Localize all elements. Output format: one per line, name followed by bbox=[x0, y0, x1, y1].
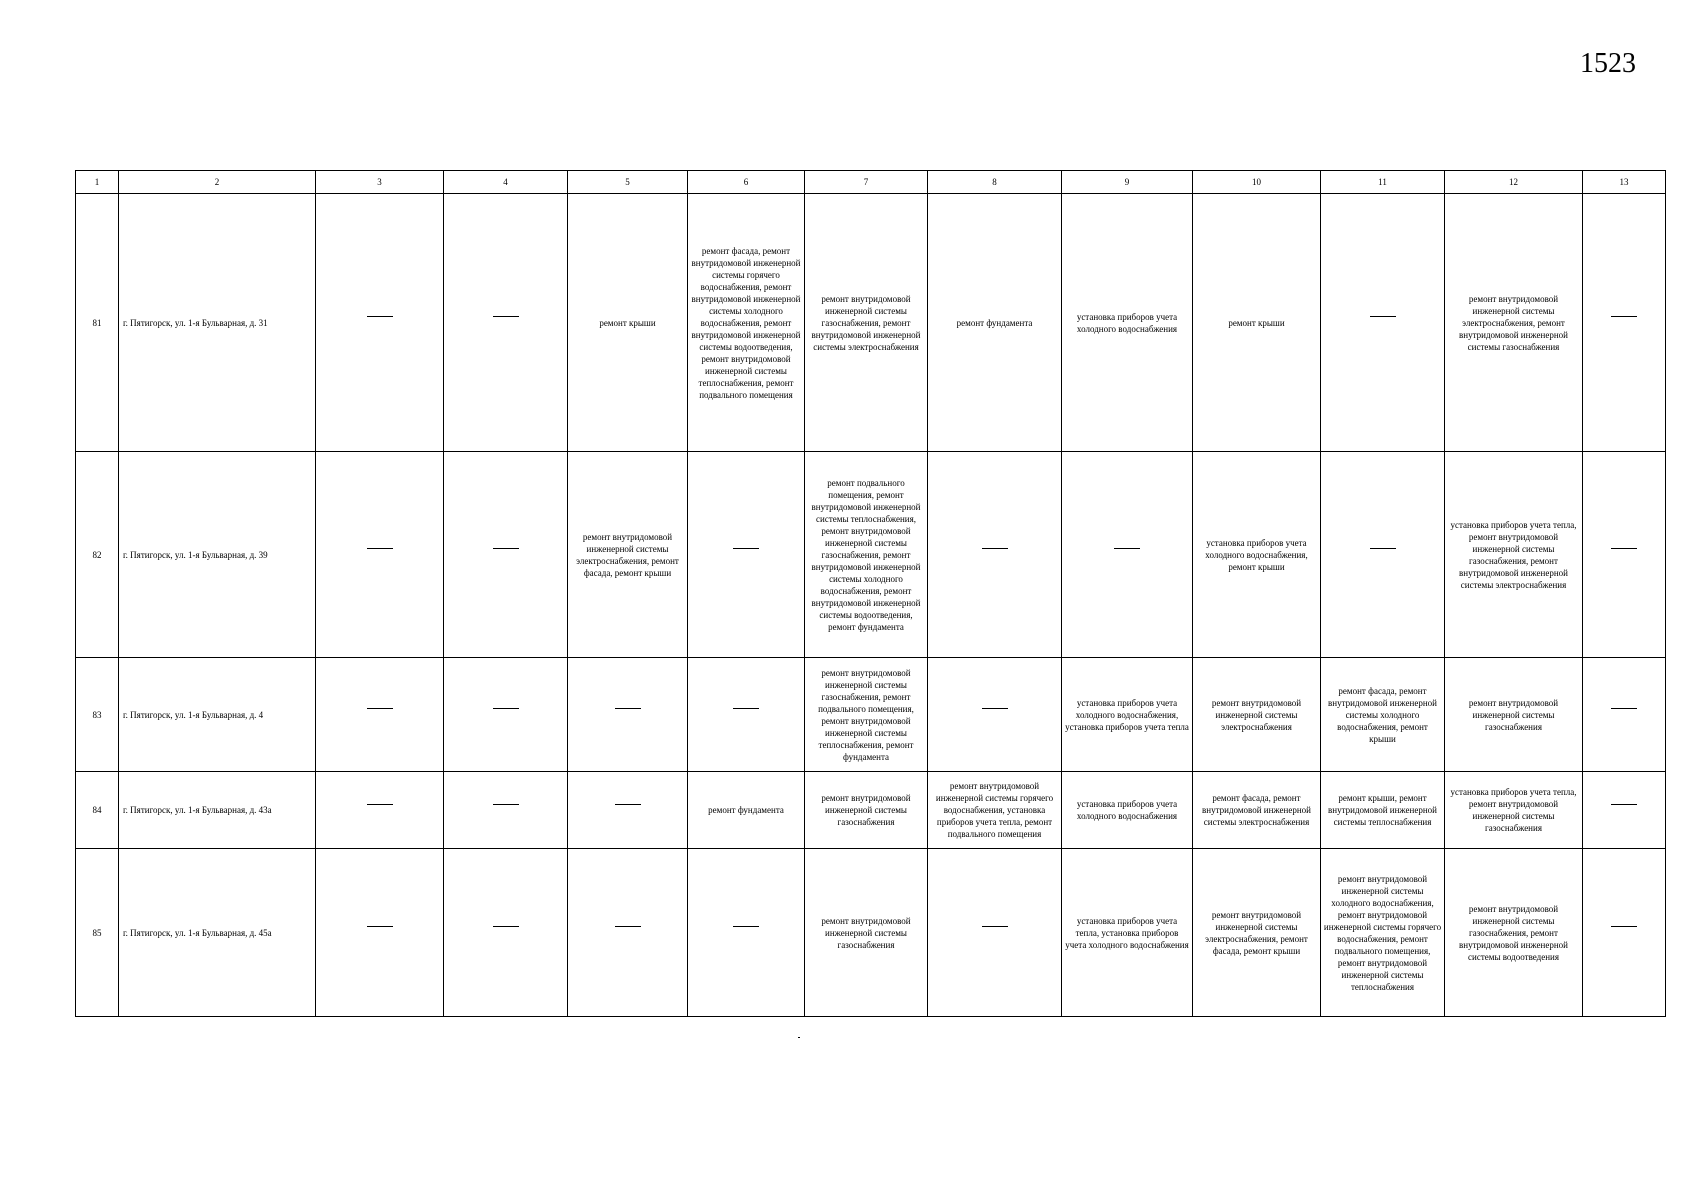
empty-dash-cell bbox=[316, 849, 444, 1017]
dash-mark bbox=[1370, 316, 1396, 329]
address-cell: г. Пятигорск, ул. 1-я Бульварная, д. 45а bbox=[119, 849, 316, 1017]
column-number-cell: 1 bbox=[76, 171, 119, 194]
work-description-cell: ремонт крыши, ремонт внутридомовой инженерной системы теплоснабжения bbox=[1321, 772, 1445, 849]
dash-mark bbox=[367, 804, 393, 817]
dash-mark bbox=[733, 548, 759, 561]
column-number-cell: 8 bbox=[928, 171, 1062, 194]
empty-dash-cell bbox=[316, 658, 444, 772]
empty-dash-cell bbox=[316, 772, 444, 849]
empty-dash-cell bbox=[568, 849, 688, 1017]
empty-dash-cell bbox=[928, 452, 1062, 658]
empty-dash-cell bbox=[928, 658, 1062, 772]
work-description-cell: ремонт внутридомовой инженерной системы газоснабжения bbox=[805, 849, 928, 1017]
work-description-cell: ремонт фасада, ремонт внутридомовой инженерной системы горячего водоснабжения, ремонт внутридомовой инженерной системы холодного водоснабжения, ремонт внутридомовой инженерной системы водоотведения, ремонт внутридомовой инженерной системы теплоснабжения, ремонт подвального помещения bbox=[688, 194, 805, 452]
dash-mark bbox=[367, 548, 393, 561]
dash-mark bbox=[982, 548, 1008, 561]
repair-schedule-table bbox=[75, 170, 1666, 1017]
work-description-cell: ремонт внутридомовой инженерной системы электроснабжения bbox=[1193, 658, 1321, 772]
work-description-cell: ремонт внутридомовой инженерной системы газоснабжения, ремонт внутридомовой инженерной системы водоотведения bbox=[1445, 849, 1583, 1017]
empty-dash-cell bbox=[688, 849, 805, 1017]
work-description-cell: ремонт крыши bbox=[568, 194, 688, 452]
column-number-cell: 2 bbox=[119, 171, 316, 194]
work-description-cell: установка приборов учета холодного водоснабжения bbox=[1062, 194, 1193, 452]
scan-speck bbox=[798, 1037, 800, 1038]
address-cell: г. Пятигорск, ул. 1-я Бульварная, д. 43а bbox=[119, 772, 316, 849]
work-description-cell: ремонт внутридомовой инженерной системы электроснабжения, ремонт фасада, ремонт крыши bbox=[1193, 849, 1321, 1017]
dash-mark bbox=[615, 926, 641, 939]
page-number: 1523 bbox=[1580, 48, 1636, 79]
address-cell: г. Пятигорск, ул. 1-я Бульварная, д. 31 bbox=[119, 194, 316, 452]
dash-mark bbox=[1611, 804, 1637, 817]
work-description-cell: установка приборов учета холодного водоснабжения bbox=[1062, 772, 1193, 849]
empty-dash-cell bbox=[316, 452, 444, 658]
empty-dash-cell bbox=[1583, 194, 1666, 452]
empty-dash-cell bbox=[1583, 849, 1666, 1017]
row-number-cell: 83 bbox=[76, 658, 119, 772]
work-description-cell: ремонт фасада, ремонт внутридомовой инженерной системы холодного водоснабжения, ремонт крыши bbox=[1321, 658, 1445, 772]
dash-mark bbox=[982, 708, 1008, 721]
dash-mark bbox=[615, 804, 641, 817]
table-body bbox=[76, 171, 1666, 1017]
work-description-cell: ремонт фундамента bbox=[688, 772, 805, 849]
row-number-cell: 85 bbox=[76, 849, 119, 1017]
work-description-cell: ремонт внутридомовой инженерной системы холодного водоснабжения, ремонт внутридомовой инженерной системы горячего водоснабжения, ремонт подвального помещения, ремонт внутридомовой инженерной системы теплоснабжения bbox=[1321, 849, 1445, 1017]
work-description-cell: установка приборов учета тепла, ремонт внутридомовой инженерной системы газоснабжения, ремонт внутридомовой инженерной системы электроснабжения bbox=[1445, 452, 1583, 658]
dash-mark bbox=[982, 926, 1008, 939]
dash-mark bbox=[1611, 316, 1637, 329]
dash-mark bbox=[1114, 548, 1140, 561]
empty-dash-cell bbox=[568, 658, 688, 772]
dash-mark bbox=[493, 708, 519, 721]
column-number-cell: 4 bbox=[444, 171, 568, 194]
column-number-cell: 6 bbox=[688, 171, 805, 194]
table-row bbox=[76, 452, 1666, 658]
work-description-cell: установка приборов учета холодного водоснабжения, ремонт крыши bbox=[1193, 452, 1321, 658]
dash-mark bbox=[733, 926, 759, 939]
empty-dash-cell bbox=[1062, 452, 1193, 658]
dash-mark bbox=[1370, 548, 1396, 561]
empty-dash-cell bbox=[568, 772, 688, 849]
column-number-cell: 11 bbox=[1321, 171, 1445, 194]
column-number-cell: 10 bbox=[1193, 171, 1321, 194]
work-description-cell: ремонт фасада, ремонт внутридомовой инженерной системы электроснабжения bbox=[1193, 772, 1321, 849]
work-description-cell: ремонт подвального помещения, ремонт внутридомовой инженерной системы теплоснабжения, ремонт внутридомовой инженерной системы газоснабжения, ремонт внутридомовой инженерной системы холодного водоснабжения, ремонт внутридомовой инженерной системы водоотведения, ремонт фундамента bbox=[805, 452, 928, 658]
column-number-row bbox=[76, 171, 1666, 194]
work-description-cell: ремонт фундамента bbox=[928, 194, 1062, 452]
work-description-cell: ремонт внутридомовой инженерной системы газоснабжения, ремонт внутридомовой инженерной системы электроснабжения bbox=[805, 194, 928, 452]
address-cell: г. Пятигорск, ул. 1-я Бульварная, д. 4 bbox=[119, 658, 316, 772]
column-number-cell: 13 bbox=[1583, 171, 1666, 194]
empty-dash-cell bbox=[1321, 194, 1445, 452]
table-row bbox=[76, 658, 1666, 772]
empty-dash-cell bbox=[1321, 452, 1445, 658]
work-description-cell: ремонт внутридомовой инженерной системы газоснабжения bbox=[805, 772, 928, 849]
work-description-cell: ремонт крыши bbox=[1193, 194, 1321, 452]
empty-dash-cell bbox=[1583, 658, 1666, 772]
row-number-cell: 82 bbox=[76, 452, 119, 658]
table-row bbox=[76, 849, 1666, 1017]
dash-mark bbox=[367, 926, 393, 939]
address-cell: г. Пятигорск, ул. 1-я Бульварная, д. 39 bbox=[119, 452, 316, 658]
row-number-cell: 81 bbox=[76, 194, 119, 452]
dash-mark bbox=[1611, 708, 1637, 721]
row-number-cell: 84 bbox=[76, 772, 119, 849]
empty-dash-cell bbox=[928, 849, 1062, 1017]
empty-dash-cell bbox=[444, 772, 568, 849]
dash-mark bbox=[493, 548, 519, 561]
empty-dash-cell bbox=[688, 658, 805, 772]
dash-mark bbox=[1611, 548, 1637, 561]
empty-dash-cell bbox=[444, 194, 568, 452]
dash-mark bbox=[493, 926, 519, 939]
empty-dash-cell bbox=[444, 849, 568, 1017]
column-number-cell: 12 bbox=[1445, 171, 1583, 194]
table-row bbox=[76, 772, 1666, 849]
column-number-cell: 9 bbox=[1062, 171, 1193, 194]
dash-mark bbox=[615, 708, 641, 721]
empty-dash-cell bbox=[444, 658, 568, 772]
column-number-cell: 3 bbox=[316, 171, 444, 194]
dash-mark bbox=[367, 316, 393, 329]
empty-dash-cell bbox=[1583, 772, 1666, 849]
empty-dash-cell bbox=[444, 452, 568, 658]
work-description-cell: ремонт внутридомовой инженерной системы газоснабжения, ремонт подвального помещения, ремонт внутридомовой инженерной системы теплоснабжения, ремонт фундамента bbox=[805, 658, 928, 772]
empty-dash-cell bbox=[316, 194, 444, 452]
work-description-cell: ремонт внутридомовой инженерной системы электроснабжения, ремонт фасада, ремонт крыши bbox=[568, 452, 688, 658]
dash-mark bbox=[1611, 926, 1637, 939]
empty-dash-cell bbox=[1583, 452, 1666, 658]
work-description-cell: ремонт внутридомовой инженерной системы горячего водоснабжения, установка приборов учета тепла, ремонт подвального помещения bbox=[928, 772, 1062, 849]
work-description-cell: ремонт внутридомовой инженерной системы электроснабжения, ремонт внутридомовой инженерной системы газоснабжения bbox=[1445, 194, 1583, 452]
work-description-cell: установка приборов учета тепла, ремонт внутридомовой инженерной системы газоснабжения bbox=[1445, 772, 1583, 849]
dash-mark bbox=[493, 804, 519, 817]
empty-dash-cell bbox=[688, 452, 805, 658]
dash-mark bbox=[367, 708, 393, 721]
column-number-cell: 7 bbox=[805, 171, 928, 194]
column-number-cell: 5 bbox=[568, 171, 688, 194]
table-row bbox=[76, 194, 1666, 452]
dash-mark bbox=[493, 316, 519, 329]
dash-mark bbox=[733, 708, 759, 721]
work-description-cell: ремонт внутридомовой инженерной системы газоснабжения bbox=[1445, 658, 1583, 772]
work-description-cell: установка приборов учета тепла, установка приборов учета холодного водоснабжения bbox=[1062, 849, 1193, 1017]
work-description-cell: установка приборов учета холодного водоснабжения, установка приборов учета тепла bbox=[1062, 658, 1193, 772]
